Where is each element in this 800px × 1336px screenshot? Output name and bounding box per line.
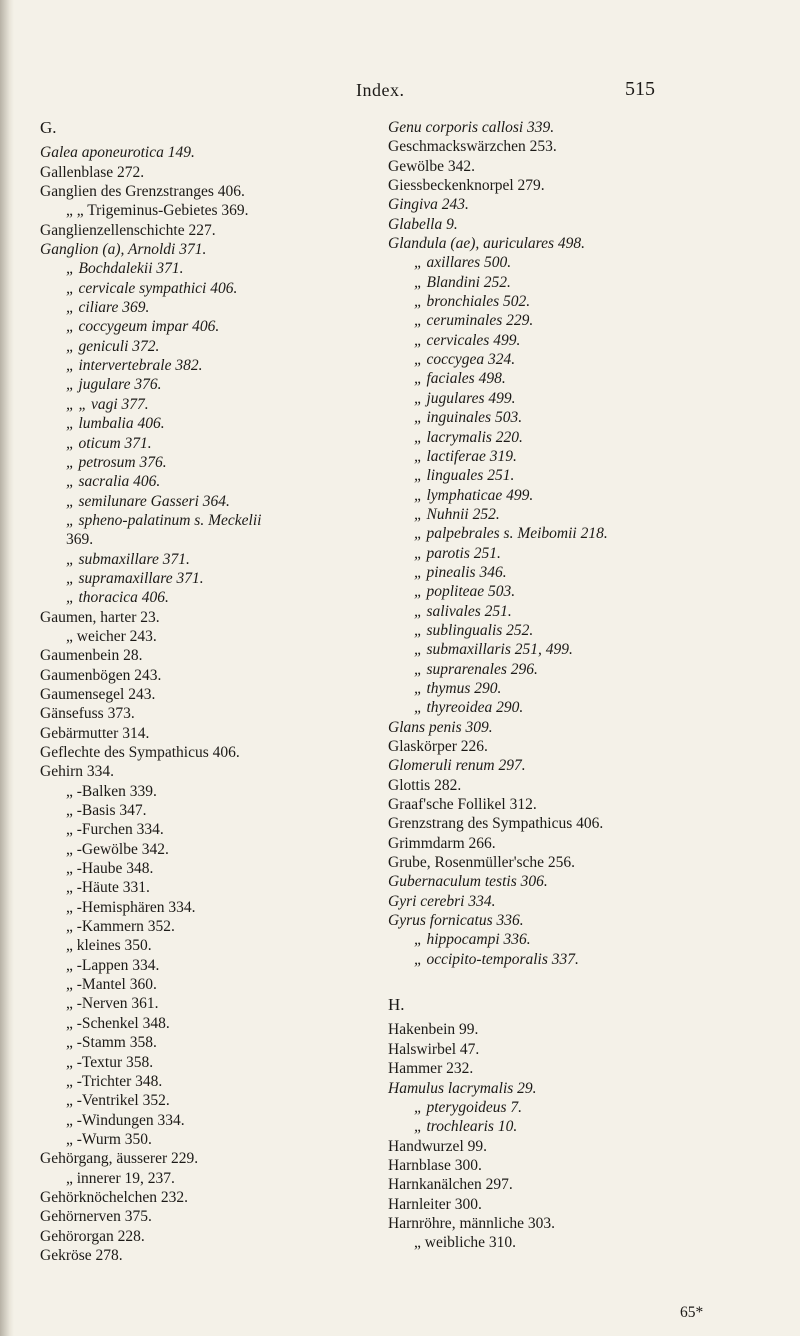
index-entry: Glandula (ae), auriculares 498. [388, 235, 586, 253]
index-entry: „ submaxillaris 251, 499. [414, 641, 573, 659]
index-entry: Giessbeckenknorpel 279. [388, 177, 545, 195]
index-entry: Hakenbein 99. [388, 1021, 479, 1039]
index-entry: „ -Stamm 358. [66, 1034, 157, 1052]
index-entry: Gehörgang, äusserer 229. [40, 1150, 199, 1168]
index-entry-list [388, 1020, 728, 1252]
index-entry: „ thoracica 406. [66, 589, 169, 607]
index-entry: „ supramaxillare 371. [66, 569, 204, 587]
index-entry: „ -Schenkel 348. [66, 1014, 170, 1032]
index-entry: „ coccygeum impar 406. [66, 318, 220, 336]
index-entry: „ -Nerven 361. [66, 995, 159, 1013]
index-entry: „ sacralia 406. [66, 473, 161, 491]
index-entry: „ lactiferae 319. [414, 447, 517, 465]
index-entry: „ pinealis 346. [414, 563, 507, 581]
index-entry: Gallenblase 272. [40, 163, 145, 181]
index-entry: Grimmdarm 266. [388, 834, 496, 852]
page-number: 515 [625, 78, 655, 100]
index-entry: „ lumbalia 406. [66, 415, 165, 433]
index-entry: „ petrosum 376. [66, 453, 167, 471]
index-entry: Gebärmutter 314. [40, 724, 150, 742]
index-entry: „ -Mantel 360. [66, 976, 157, 994]
index-entry: „ hippocampi 336. [414, 931, 531, 949]
index-entry: „ „ vagi 377. [66, 395, 149, 413]
index-entry: „ -Basis 347. [66, 802, 147, 820]
index-entry-list [40, 143, 340, 1265]
index-entry: „ parotis 251. [414, 544, 501, 562]
signature-mark: 65* [680, 1304, 704, 1321]
section-heading-g: G. [40, 118, 57, 137]
index-entry: „ lymphaticae 499. [414, 486, 534, 504]
index-entry: Gänsefuss 373. [40, 705, 135, 723]
index-entry: Ganglienzellenschichte 227. [40, 221, 216, 239]
index-entry: Ganglion (a), Arnoldi 371. [40, 241, 207, 259]
index-entry: „ popliteae 503. [414, 583, 516, 601]
index-entry: „ ceruminales 229. [414, 312, 534, 330]
index-entry: Glans penis 309. [388, 718, 493, 736]
index-entry: „ -Haube 348. [66, 860, 154, 878]
index-entry: Harnblase 300. [388, 1156, 482, 1174]
index-entry: Grenzstrang des Sympathicus 406. [388, 815, 604, 833]
index-entry: „ -Hemisphären 334. [66, 898, 196, 916]
index-entry: „ kleines 350. [66, 937, 152, 955]
index-entry: „ „ Trigeminus-Gebietes 369. [66, 202, 249, 220]
index-entry: Gaumen, harter 23. [40, 608, 160, 626]
index-entry: Glottis 282. [388, 776, 462, 794]
index-entry: Harnröhre, männliche 303. [388, 1214, 555, 1232]
index-entry: Gubernaculum testis 306. [388, 873, 548, 891]
index-entry: Harnleiter 300. [388, 1195, 482, 1213]
index-entry: Ganglien des Grenzstranges 406. [40, 183, 245, 201]
index-entry: „ thymus 290. [414, 679, 502, 697]
index-entry: „ -Gewölbe 342. [66, 840, 169, 858]
index-entry: Gehörnerven 375. [40, 1208, 152, 1226]
index-entry: „ -Kammern 352. [66, 918, 175, 936]
index-entry: „ geniculi 372. [66, 337, 160, 355]
index-entry: „ cervicales 499. [414, 331, 521, 349]
index-entry: „ -Wurm 350. [66, 1130, 152, 1148]
index-entry: Hammer 232. [388, 1060, 474, 1078]
index-entry: Geflechte des Sympathicus 406. [40, 744, 240, 761]
index-entry: „ -Windungen 334. [66, 1111, 185, 1129]
index-entry: „ suprarenales 296. [414, 660, 538, 678]
index-entry: „ palpebrales s. Meibomii 218. [414, 525, 608, 543]
index-entry: Gewölbe 342. [388, 157, 475, 175]
index-column-right [388, 118, 728, 1253]
index-entry: „ jugulare 376. [66, 376, 162, 394]
index-entry: „ jugulares 499. [414, 389, 516, 407]
index-entry: Genu corporis callosi 339. [388, 119, 555, 136]
index-entry: „ -Trichter 348. [66, 1072, 163, 1090]
page-gutter-shadow [0, 0, 14, 1336]
index-entry: „ spheno-palatinum s. Meckelii [66, 511, 262, 529]
index-entry: „ ciliare 369. [66, 299, 150, 317]
index-entry-list [388, 118, 728, 969]
index-entry: Gyrus fornicatus 336. [388, 912, 524, 930]
index-entry: Gehirn 334. [40, 763, 115, 781]
index-entry: „ -Lappen 334. [66, 956, 160, 974]
index-entry: Gekröse 278. [40, 1246, 123, 1264]
index-entry: „ axillares 500. [414, 254, 512, 272]
index-entry: Gaumenbein 28. [40, 647, 143, 665]
index-entry: Gehörknöchelchen 232. [40, 1188, 189, 1206]
index-entry: Glaskörper 226. [388, 738, 488, 755]
index-entry: „ weicher 243. [66, 627, 157, 645]
index-entry: „ semilunare Gasseri 364. [66, 492, 230, 510]
index-entry: Hamulus lacrymalis 29. [388, 1079, 537, 1097]
index-entry: Gyri cerebri 334. [388, 892, 496, 910]
index-entry: Gingiva 243. [388, 196, 469, 214]
section-spacer [388, 969, 728, 995]
section-heading-h: H. [388, 995, 405, 1015]
index-entry: „ submaxillare 371. [66, 550, 190, 568]
running-title: Index. [356, 80, 405, 100]
index-entry: Gaumenbögen 243. [40, 666, 162, 684]
index-entry: „ pterygoideus 7. [414, 1098, 523, 1116]
index-entry: Glabella 9. [388, 215, 458, 233]
index-entry: „ coccygea 324. [414, 351, 516, 369]
index-entry: 369. [66, 531, 94, 549]
index-entry: „ innerer 19, 237. [66, 1169, 175, 1187]
index-entry: Gaumensegel 243. [40, 685, 156, 703]
index-entry: „ -Ventrikel 352. [66, 1092, 170, 1110]
index-entry: „ Bochdalekii 371. [66, 260, 184, 278]
index-entry: Handwurzel 99. [388, 1137, 487, 1155]
index-column-left [40, 118, 340, 1265]
index-entry: „ Nuhnii 252. [414, 505, 500, 523]
index-entry: „ cervicale sympathici 406. [66, 279, 238, 297]
index-entry: „ -Balken 339. [66, 782, 157, 800]
index-entry: Gehörorgan 228. [40, 1227, 145, 1245]
index-entry: Geschmackswärzchen 253. [388, 138, 557, 156]
index-entry: Harnkanälchen 297. [388, 1176, 513, 1194]
index-entry: „ -Häute 331. [66, 879, 150, 897]
index-entry: „ weibliche 310. [414, 1234, 517, 1252]
index-entry: „ bronchiales 502. [414, 293, 531, 311]
index-entry: „ intervertebrale 382. [66, 357, 203, 375]
index-entry: Grube, Rosenmüller'sche 256. [388, 854, 576, 872]
index-entry: „ trochlearis 10. [414, 1118, 518, 1136]
index-entry: Galea aponeurotica 149. [40, 144, 195, 162]
index-entry: „ oticum 371. [66, 434, 152, 452]
index-entry: „ Blandini 252. [414, 273, 511, 291]
index-entry: „ linguales 251. [414, 467, 515, 485]
index-entry: „ occipito-temporalis 337. [414, 950, 579, 968]
index-entry: Graaf'sche Follikel 312. [388, 796, 537, 814]
index-entry: „ inguinales 503. [414, 409, 523, 427]
index-entry: „ faciales 498. [414, 370, 506, 388]
index-entry: „ lacrymalis 220. [414, 428, 523, 446]
index-entry: „ salivales 251. [414, 602, 512, 620]
index-entry: „ -Textur 358. [66, 1053, 154, 1071]
index-entry: Halswirbel 47. [388, 1040, 480, 1058]
index-entry: „ -Furchen 334. [66, 821, 164, 839]
index-entry: Glomeruli renum 297. [388, 757, 526, 775]
index-entry: „ sublingualis 252. [414, 621, 534, 639]
index-entry: „ thyreoidea 290. [414, 699, 524, 717]
